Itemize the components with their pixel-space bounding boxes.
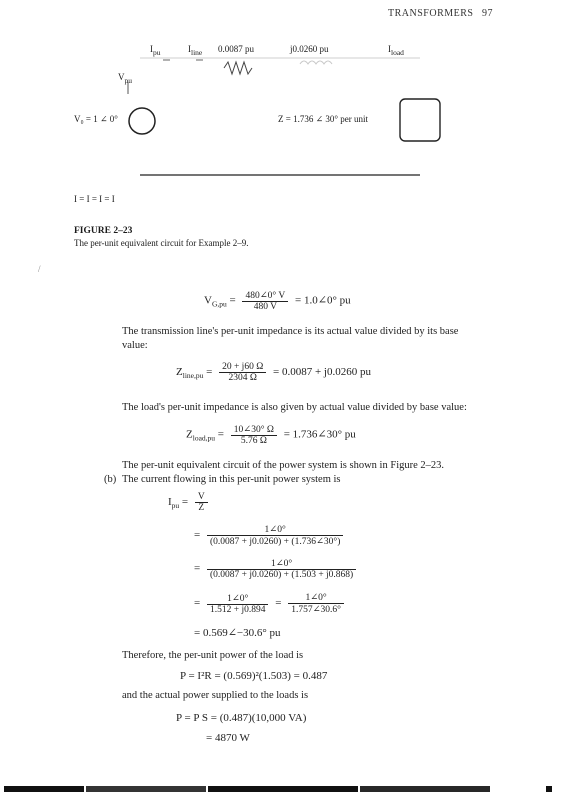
current-pu-label: $I_{pu}$ (150, 44, 161, 57)
inductor-icon (300, 61, 332, 64)
item-b-text: The current flowing in this per-unit power system is (122, 474, 341, 485)
page-number: 97 (482, 8, 493, 19)
voltage-label: $V_{pu}$ (118, 72, 132, 85)
ipu-step-3: = $\frac{1\angle 0^\circ}{1.512 + j0.894}$ = $\frac{1\angle 0^\circ}{1.757\angle 30.6^\circ}$ (194, 592, 348, 615)
paragraph-line-impedance-cont: value: (122, 340, 148, 351)
figure-caption: The per-unit equivalent circuit for Example 2–9. (74, 238, 249, 248)
paragraph-actual-power: and the actual power supplied to the loads is (122, 690, 309, 701)
current-equation: I = I = I = I (74, 194, 115, 204)
ipu-step-1: = $\frac{1\angle 0^\circ}{(0.0087 + j0.0260) + (1.736\angle 30^\circ)}$ (194, 524, 347, 547)
paragraph-load-impedance: The load's per-unit impedance is also given by actual value divided by base value: (122, 402, 467, 413)
pload-equation: P = I²R = (0.569)²(1.503) = 0.487 (180, 670, 328, 682)
running-title: TRANSFORMERS (388, 8, 474, 19)
circuit-wiring (0, 0, 564, 190)
vg-equation: $V_{G,pu}$ = $\frac{480\angle 0^\circ V}{480 V}$ = 1.0∠0° pu (204, 291, 351, 312)
paragraph-line-impedance: The transmission line's per-unit impedance is its actual value divided by its base (122, 326, 459, 337)
zline-equation: $Z_{line,pu}$ = $\frac{20 + j60 \Omega}{2304 \Omega}$ = 0.0087 + j0.0260 pu (176, 362, 371, 383)
z-load-label: Z = 1.736 ∠ 30° per unit (278, 114, 368, 124)
ipu-result: = 0.569∠−30.6° pu (194, 627, 281, 639)
pact-result: = 4870 W (206, 732, 250, 744)
ipu-step-2: = $\frac{1\angle 0^\circ}{(0.0087 + j0.0260) + (1.503 + j0.868)}$ (194, 558, 360, 580)
margin-mark: / (38, 264, 41, 274)
voltage-source-icon (129, 108, 155, 134)
load-box-icon (400, 99, 440, 141)
z-line-resistive-label: 0.0087 pu (218, 44, 254, 54)
z-line-reactive-label: j0.0260 pu (290, 44, 329, 54)
zload-equation: $Z_{load,pu}$ = $\frac{10\angle 30^\circ \Omega}{5.76 \Omega}$ = 1.736∠30° pu (186, 425, 356, 446)
paragraph-equivalent-circuit: The per-unit equivalent circuit of the power system is shown in Figure 2–23. (122, 460, 445, 471)
item-b-marker: (b) (104, 474, 117, 485)
pact-equation: P = P S = (0.487)(10,000 VA) (176, 712, 307, 724)
figure-number: FIGURE 2–23 (74, 226, 133, 236)
source-label: V₀ = 1 ∠ 0° (74, 114, 118, 124)
scan-edge-artifact (4, 786, 560, 792)
current-line-label: $I_{line}$ (188, 44, 203, 57)
paragraph-per-unit-power: Therefore, the per-unit power of the load is (122, 650, 304, 661)
resistor-icon (224, 62, 252, 74)
current-load-label: $I_{load}$ (388, 44, 404, 57)
ipu-equation: $I_{pu}$ = $\frac{V}{Z}$ (168, 492, 212, 513)
